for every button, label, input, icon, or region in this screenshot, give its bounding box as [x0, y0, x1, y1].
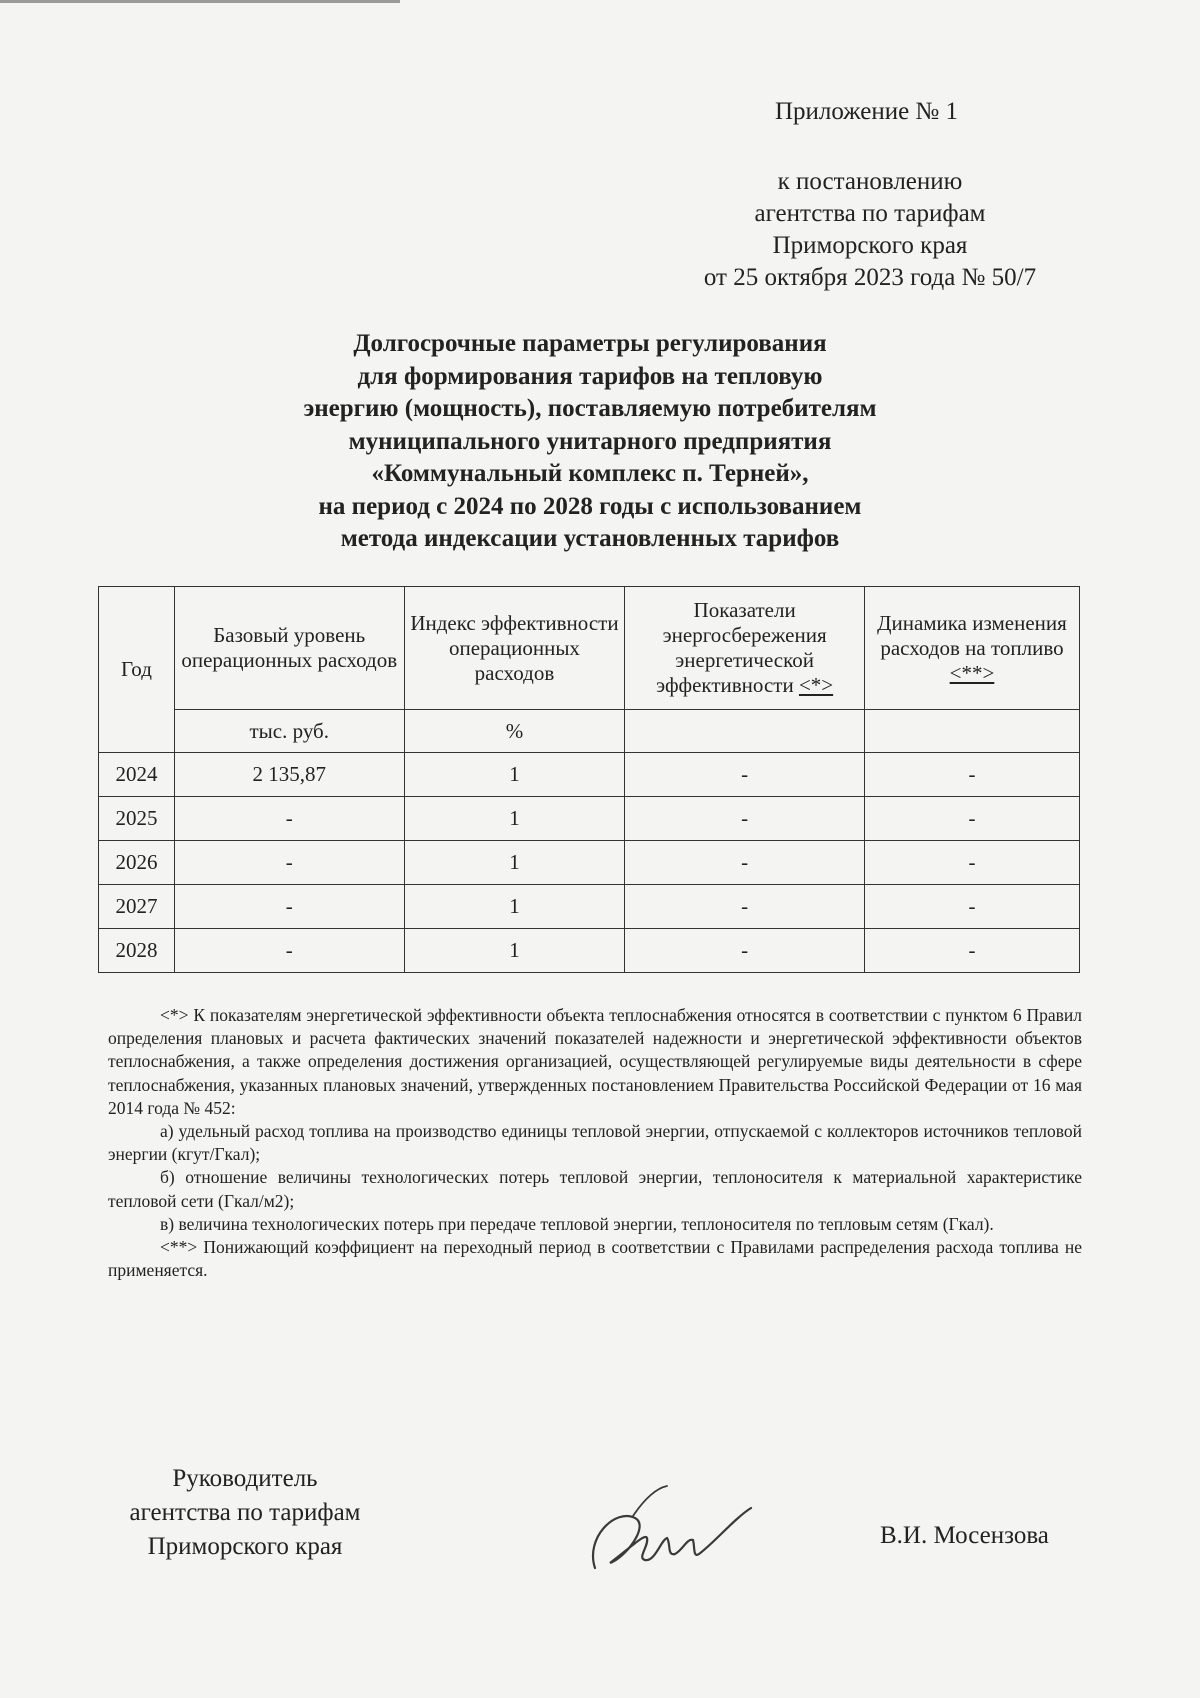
- cell-base: -: [174, 797, 404, 841]
- cell-fuel: -: [864, 797, 1079, 841]
- cell-index: 1: [404, 841, 625, 885]
- signatory-position: [100, 1462, 390, 1564]
- cell-fuel: -: [864, 929, 1079, 973]
- signatory-name: В.И. Мосензова: [880, 1522, 1049, 1549]
- header-efficiency-index: Индекс эффективности операционных расходов: [404, 587, 625, 710]
- title-line: «Коммунальный комплекс п. Терней»,: [371, 460, 809, 487]
- title-line: муниципального унитарного предприятия: [348, 427, 832, 455]
- footnote-ref-2: <**>: [949, 660, 995, 685]
- table-row: [99, 929, 1080, 973]
- handwritten-signature: [575, 1478, 755, 1588]
- cell-energy: -: [625, 841, 865, 885]
- header-energy-saving-text: Показатели энергосбережения энергетической эффективности: [656, 598, 827, 697]
- header-energy-saving: [625, 587, 865, 710]
- table-header-row: [99, 587, 1080, 710]
- cell-energy: -: [625, 753, 865, 797]
- document-title: [180, 328, 1000, 556]
- footnote-paragraph: б) отношение величины технологических потерь тепловой энергии, теплоносителя к материальной характеристике тепловой сети (Гкал/м2);: [108, 1167, 1082, 1211]
- parameters-table: [98, 586, 1080, 973]
- unit-base: тыс. руб.: [174, 710, 404, 753]
- cell-year: 2026: [99, 841, 175, 885]
- position-line: Руководитель: [172, 1465, 318, 1492]
- cell-index: 1: [404, 797, 625, 841]
- title-line: энергию (мощность), поставляемую потребителям: [303, 395, 877, 422]
- table-row: [99, 885, 1080, 929]
- cell-energy: -: [625, 797, 865, 841]
- resolution-line: агентства по тарифам: [754, 200, 986, 227]
- footnote-paragraph: а) удельный расход топлива на производство единицы тепловой энергии, отпускаемой с коллекторов источников тепловой энергии (кгут/Гкал);: [108, 1121, 1082, 1165]
- unit-index: %: [404, 710, 625, 753]
- position-line: Приморского края: [147, 1533, 343, 1560]
- cell-base: -: [174, 929, 404, 973]
- unit-fuel-empty: [864, 710, 1079, 753]
- header-fuel-dynamics-text: Динамика изменения расходов на топливо: [877, 610, 1067, 660]
- title-line: Долгосрочные параметры регулирования: [353, 330, 827, 357]
- resolution-line: Приморского края: [772, 232, 968, 259]
- cell-year: 2025: [99, 797, 175, 841]
- cell-energy: -: [625, 885, 865, 929]
- cell-base: -: [174, 885, 404, 929]
- cell-year: 2027: [99, 885, 175, 929]
- resolution-line: от 25 октября 2023 года № 50/7: [703, 264, 1037, 291]
- table-row: [99, 797, 1080, 841]
- scan-edge-line: [0, 0, 400, 3]
- header-year: Год: [99, 587, 175, 753]
- cell-energy: -: [625, 929, 865, 973]
- cell-fuel: -: [864, 885, 1079, 929]
- position-line: агентства по тарифам: [129, 1499, 361, 1526]
- cell-fuel: -: [864, 841, 1079, 885]
- header-fuel-dynamics: [864, 587, 1079, 710]
- cell-index: 1: [404, 753, 625, 797]
- title-line: метода индексации установленных тарифов: [340, 525, 840, 552]
- cell-base: -: [174, 841, 404, 885]
- resolution-line: к постановлению: [777, 168, 963, 195]
- appendix-number: Приложение № 1: [775, 98, 959, 125]
- header-base-level: Базовый уровень операционных расходов: [174, 587, 404, 710]
- footnote-paragraph: <**> Понижающий коэффициент на переходный период в соответствии с Правилами распределения расхода топлива не применяется.: [108, 1237, 1082, 1281]
- footnotes: [108, 1004, 1082, 1282]
- table-row: [99, 841, 1080, 885]
- footnote-paragraph: <*> К показателям энергетической эффективности объекта теплоснабжения относятся в соответствии с пунктом 6 Правил определения плановых и расчета фактических значений показателей надежности и энергетической эффективности объектов теплоснабжения, а также определения достижения организацией, осуществляющей регулируемые виды деятельности в сфере теплоснабжения, указанных плановых значений, утвержденных постановлением Правительства Российской Федерации от 16 мая 2014 года № 452:: [108, 1005, 1082, 1118]
- cell-year: 2028: [99, 929, 175, 973]
- table-row: [99, 753, 1080, 797]
- cell-index: 1: [404, 929, 625, 973]
- cell-year: 2024: [99, 753, 175, 797]
- footnote-paragraph: в) величина технологических потерь при передаче тепловой энергии, теплоносителя по тепловым сетям (Гкал).: [160, 1213, 994, 1234]
- cell-index: 1: [404, 885, 625, 929]
- cell-base: 2 135,87: [174, 753, 404, 797]
- title-line: для формирования тарифов на тепловую: [357, 362, 823, 390]
- footnote-ref-1: <*>: [798, 673, 834, 697]
- resolution-reference: [660, 166, 1080, 294]
- cell-fuel: -: [864, 753, 1079, 797]
- unit-energy-empty: [625, 710, 865, 753]
- table-units-row: [99, 710, 1080, 753]
- title-line: на период с 2024 по 2028 годы с использованием: [318, 492, 862, 520]
